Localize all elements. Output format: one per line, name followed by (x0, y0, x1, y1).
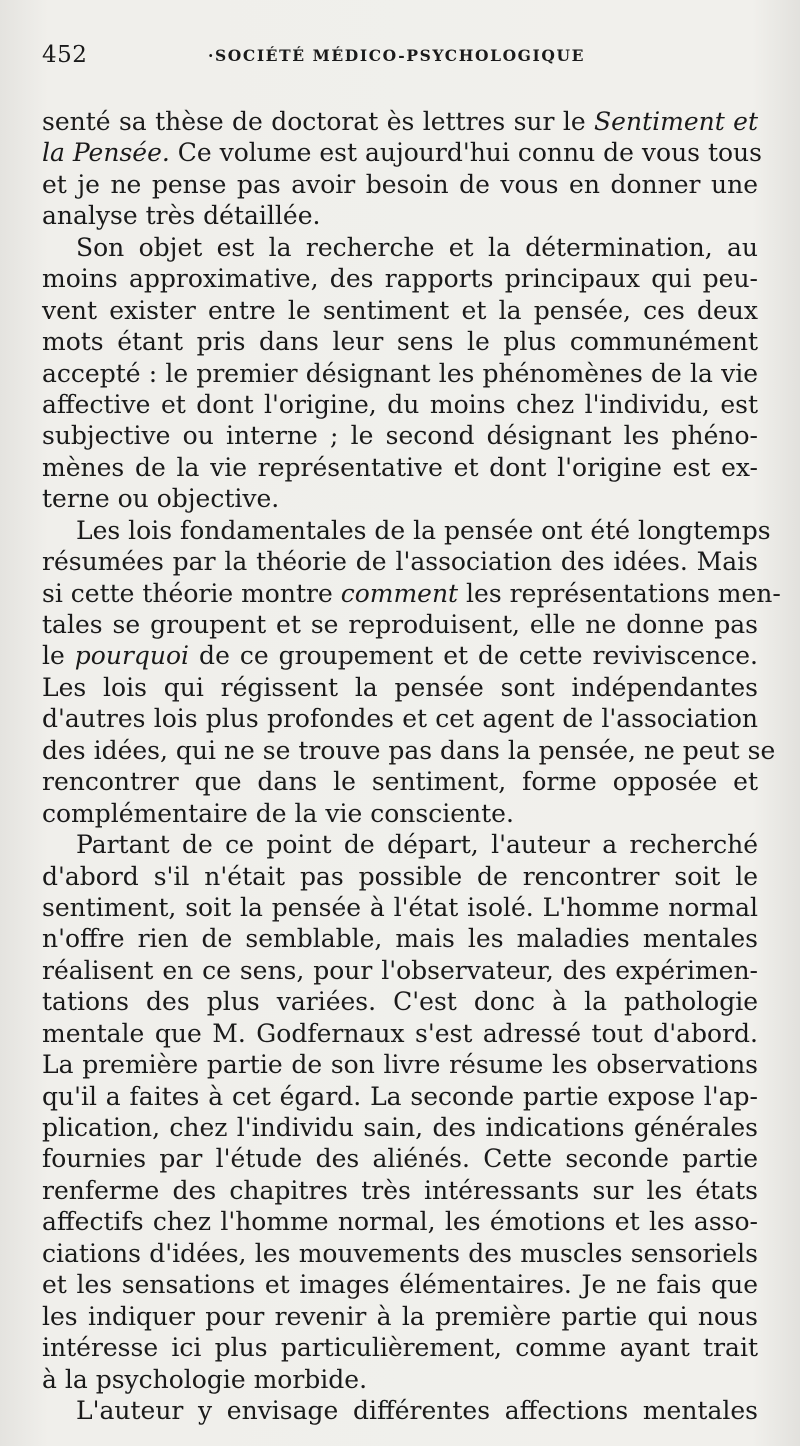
text-line (42, 798, 758, 829)
text-segment: Son objet est la recherche et la détermination, au (76, 232, 758, 262)
text-segment: renferme des chapitres très intéressants sur les états (42, 1175, 758, 1205)
text-line (42, 1301, 758, 1332)
text-segment: analyse très détaillée. (42, 201, 321, 231)
italic-text: la Pensée. (42, 138, 170, 168)
text-segment: tales se groupent et se reproduisent, elle ne donne pas (42, 610, 758, 639)
text-line (42, 232, 758, 263)
text-line (42, 703, 758, 734)
text-line (42, 892, 758, 923)
text-segment: de ce groupement et de cette reviviscence. (189, 641, 758, 671)
text-segment: La première partie de son livre résume les observations (42, 1050, 758, 1080)
text-segment: tations des plus variées. C'est donc à la pathologie (42, 987, 758, 1017)
text-segment: terne ou objective. (42, 484, 280, 514)
text-line (42, 515, 771, 546)
italic-text: comment (340, 578, 459, 608)
text-line (42, 106, 758, 137)
text-line (42, 1269, 758, 1300)
italic-text: Sentiment et (594, 107, 758, 136)
text-line (42, 358, 758, 389)
text-line (42, 955, 758, 986)
text-line (42, 829, 758, 860)
text-segment: complémentaire de la vie consciente. (42, 798, 514, 828)
text-line (42, 546, 758, 577)
running-head (42, 38, 758, 72)
text-segment: sentiment, soit la pensée à l'état isolé. L'homme normal (42, 892, 758, 922)
text-line (42, 1395, 758, 1426)
text-line (42, 578, 781, 609)
text-segment: d'abord s'il n'était pas possible de rencontrer soit le (42, 861, 758, 891)
text-segment: le (42, 641, 75, 671)
text-segment: les représentations men- (458, 578, 781, 608)
italic-text: pourquoi (74, 641, 190, 671)
text-line (42, 986, 758, 1017)
text-line (42, 452, 758, 483)
text-line (42, 640, 758, 671)
text-line (42, 609, 758, 640)
text-segment: accepté : le premier désignant les phénomènes de la vie (42, 358, 758, 388)
text-line (42, 1364, 758, 1395)
text-segment: plication, chez l'individu sain, des indications générales (42, 1113, 758, 1142)
text-segment: intéresse ici plus particulièrement, comme ayant trait (42, 1333, 758, 1363)
text-segment: mènes de la vie représentative et dont l'origine est ex- (42, 452, 758, 482)
text-line (42, 483, 758, 514)
text-line (42, 1112, 758, 1143)
text-segment: les indiquer pour revenir à la première partie qui nous (42, 1301, 758, 1331)
text-line (42, 1175, 758, 1206)
text-line (42, 1332, 758, 1363)
text-line (42, 861, 758, 892)
text-line (42, 766, 758, 797)
text-segment: ciations d'idées, les mouvements des muscles sensoriels (42, 1238, 758, 1268)
text-segment: Les lois qui régissent la pensée sont indépendantes (42, 672, 758, 702)
text-segment: résumées par la théorie de l'association des idées. Mais (42, 547, 758, 577)
text-line (42, 420, 758, 451)
text-line (42, 389, 758, 420)
text-segment: fournies par l'étude des aliénés. Cette seconde partie (42, 1144, 758, 1174)
body-text (42, 106, 781, 1426)
text-line (42, 735, 776, 766)
text-line (42, 1081, 758, 1112)
text-segment: n'offre rien de semblable, mais les maladies mentales (42, 924, 758, 954)
text-segment: à la psychologie morbide. (42, 1364, 368, 1394)
text-segment: Partant de ce point de départ, l'auteur a recherché (76, 830, 758, 860)
text-line (42, 923, 758, 954)
text-line (42, 1206, 758, 1237)
text-line (42, 137, 762, 168)
page-number: 452 (42, 42, 88, 68)
text-segment: subjective ou interne ; le second désignant les phéno- (42, 421, 758, 451)
text-segment: affective et dont l'origine, du moins chez l'individu, est (42, 389, 758, 419)
text-segment: réalisent en ce sens, pour l'observateur, des expérimen- (42, 955, 758, 985)
text-segment: moins approximative, des rapports principaux qui peu- (42, 264, 758, 294)
running-head-title: ·SOCIÉTÉ MÉDICO-PSYCHOLOGIQUE (208, 46, 585, 65)
text-segment: si cette théorie montre (42, 578, 341, 608)
text-line (42, 326, 758, 357)
text-line (42, 295, 758, 326)
text-segment: et les sensations et images élémentaires. Je ne fais que (42, 1270, 758, 1300)
text-segment: vent exister entre le sentiment et la pensée, ces deux (42, 295, 758, 325)
text-line (42, 1143, 758, 1174)
text-line (42, 1018, 758, 1049)
text-segment: des idées, qui ne se trouve pas dans la pensée, ne peut se (42, 735, 776, 765)
text-line (42, 1238, 758, 1269)
text-segment: mots étant pris dans leur sens le plus communément (42, 327, 758, 357)
text-segment: qu'il a faites à cet égard. La seconde partie expose l'ap- (42, 1081, 758, 1111)
text-line (42, 200, 758, 231)
text-line (42, 169, 758, 200)
text-segment: d'autres lois plus profondes et cet agent de l'association (42, 704, 758, 734)
text-line (42, 263, 758, 294)
text-segment: L'auteur y envisage différentes affections mentales (76, 1395, 758, 1425)
text-segment: affectifs chez l'homme normal, les émotions et les asso- (42, 1207, 758, 1237)
text-line (42, 1049, 758, 1080)
text-segment: et je ne pense pas avoir besoin de vous en donner une (42, 169, 758, 199)
text-line (42, 672, 758, 703)
text-segment: rencontrer que dans le sentiment, forme opposée et (42, 767, 758, 797)
text-segment: mentale que M. Godfernaux s'est adressé tout d'abord. (42, 1018, 758, 1048)
text-segment: Ce volume est aujourd'hui connu de vous tous (169, 138, 762, 168)
text-segment: senté sa thèse de doctorat ès lettres sur le (42, 107, 595, 136)
text-segment: Les lois fondamentales de la pensée ont été longtemps (76, 515, 771, 545)
